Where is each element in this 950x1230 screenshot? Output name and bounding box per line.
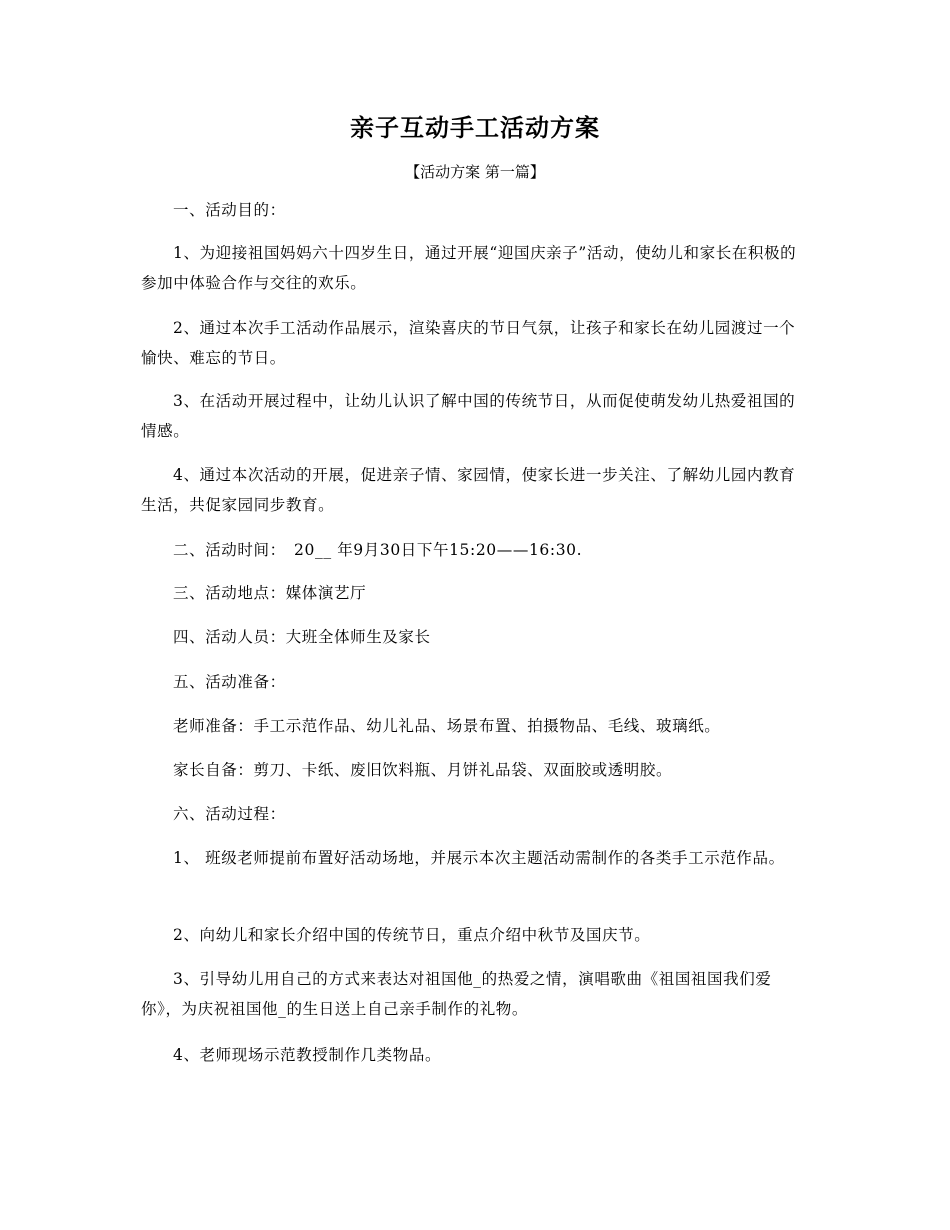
paragraph-purpose-4: 4、通过本次活动的开展，促进亲子情、家园情，使家长进一步关注、了解幼儿园内教育生活，共促家园同步教育。 (141, 466, 796, 514)
section-heading-process: 六、活动过程： (173, 805, 286, 823)
paragraph-purpose-1: 1、为迎接祖国妈妈六十四岁生日，通过开展“迎国庆亲子”活动，使幼儿和家长在积极的参加中体验合作与交往的欢乐。 (141, 244, 797, 292)
document-subtitle: 【活动方案 第一篇】 (405, 163, 545, 181)
paragraph-teacher-preparation: 老师准备：手工示范作品、幼儿礼品、场景布置、拍摄物品、毛线、玻璃纸。 (173, 717, 721, 735)
section-heading-preparation: 五、活动准备： (173, 673, 286, 691)
paragraph-process-2: 2、向幼儿和家长介绍中国的传统节日，重点介绍中秋节及国庆节。 (173, 926, 651, 944)
paragraph-process-3: 3、引导幼儿用自己的方式来表达对祖国他_的热爱之情，演唱歌曲《祖国祖国我们爱你》，为庆祝祖国他_的生日送上自己亲手制作的礼物。 (141, 970, 772, 1018)
section-heading-purpose: 一、活动目的： (173, 201, 286, 219)
paragraph-parent-preparation: 家长自备：剪刀、卡纸、废旧饮料瓶、月饼礼品袋、双面胶或透明胶。 (173, 761, 673, 779)
paragraph-process-4: 4、老师现场示范教授制作几类物品。 (173, 1046, 442, 1064)
paragraph-purpose-2: 2、通过本次手工活动作品展示，渲染喜庆的节日气氛，让孩子和家长在幼儿园渡过一个愉快、难忘的节日。 (141, 319, 796, 367)
paragraph-process-1: 1、 班级老师提前布置好活动场地，并展示本次主题活动需制作的各类手工示范作品。 (173, 849, 785, 867)
section-heading-participants: 四、活动人员：大班全体师生及家长 (173, 628, 431, 646)
paragraph-purpose-3: 3、在活动开展过程中，让幼儿认识了解中国的传统节日，从而促使萌发幼儿热爱祖国的情感。 (141, 392, 796, 440)
section-heading-time: 二、活动时间： 20__ 年9月30日下午15:20——16:30. (173, 541, 583, 559)
document-title: 亲子互动手工活动方案 (350, 113, 600, 142)
section-heading-location: 三、活动地点：媒体演艺厅 (173, 584, 367, 602)
